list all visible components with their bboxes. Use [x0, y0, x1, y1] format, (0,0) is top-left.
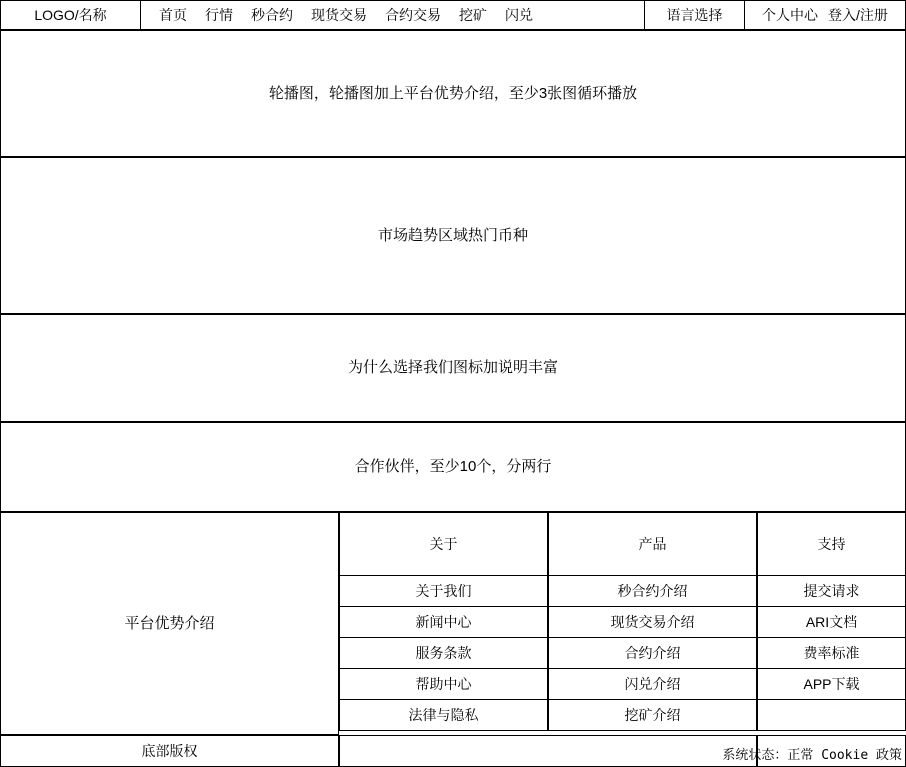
- footer-column-support-title-label: 支持: [817, 536, 846, 552]
- footer-link-mining-intro[interactable]: [548, 699, 757, 731]
- language-selector-label: 语言选择: [666, 7, 723, 23]
- language-selector[interactable]: [645, 1, 745, 29]
- main-navigation: [141, 1, 645, 29]
- footer-link-seconds-contract-intro[interactable]: [548, 575, 757, 607]
- market-trend-label: 市场趋势区域热门币种: [377, 226, 528, 244]
- footer-link-fee-standard-label: 费率标准: [803, 645, 860, 661]
- footer-link-about-us[interactable]: [339, 575, 548, 607]
- copyright-label: 底部版权: [141, 742, 198, 759]
- login-register-link[interactable]: 登入/注册: [828, 7, 888, 23]
- nav-item-home[interactable]: 首页: [159, 7, 187, 23]
- nav-item-swap[interactable]: 闪兑: [505, 7, 533, 23]
- footer-column-about-title-label: 关于: [429, 536, 458, 552]
- why-choose-us-placeholder: [0, 314, 906, 422]
- footer-link-fee-standard[interactable]: [757, 637, 906, 669]
- nav-item-seconds-contract[interactable]: 秒合约: [251, 7, 293, 23]
- footer-link-help-center[interactable]: [339, 668, 548, 700]
- footer-link-contract-intro[interactable]: [548, 637, 757, 669]
- footer-link-seconds-contract-intro-label: 秒合约介绍: [617, 583, 688, 599]
- footer-link-swap-intro-label: 闪兑介绍: [624, 676, 681, 692]
- footer-column-about-title: [339, 512, 548, 576]
- footer-link-app-download[interactable]: [757, 668, 906, 700]
- footer-link-news-center[interactable]: [339, 606, 548, 638]
- footer-link-terms-of-service[interactable]: [339, 637, 548, 669]
- nav-item-contract-trading[interactable]: 合约交易: [385, 7, 441, 23]
- market-trend-placeholder[interactable]: [0, 157, 906, 314]
- footer-column-support-title: [757, 512, 906, 576]
- nav-item-markets[interactable]: 行情: [205, 7, 233, 23]
- platform-intro-block: [0, 512, 339, 735]
- carousel-placeholder[interactable]: [0, 30, 906, 157]
- footer-link-spot-trading-intro-label: 现货交易介绍: [610, 614, 695, 630]
- logo[interactable]: [1, 1, 141, 29]
- footer-link-mining-intro-label: 挖矿介绍: [624, 707, 681, 723]
- footer-column-about: [339, 512, 548, 731]
- nav-item-mining[interactable]: 挖矿: [459, 7, 487, 23]
- footer-link-api-docs-label: ARI文档: [805, 614, 858, 630]
- system-status-label[interactable]: 系统状态：正常 Cookie 政策: [722, 748, 902, 763]
- footer-link-spot-trading-intro[interactable]: [548, 606, 757, 638]
- footer-column-product-title: [548, 512, 757, 576]
- footer-link-news-center-label: 新闻中心: [415, 614, 472, 630]
- nav-item-spot-trading[interactable]: 现货交易: [311, 7, 367, 23]
- footer-column-product: [548, 512, 757, 731]
- why-choose-us-label: 为什么选择我们图标加说明丰富: [347, 359, 558, 377]
- footer-column-product-title-label: 产品: [638, 536, 667, 552]
- carousel-placeholder-label: 轮播图，轮播图加上平台优势介绍，至少3张图循环播放: [268, 84, 638, 102]
- account-area: [745, 1, 905, 29]
- footer-link-about-us-label: 关于我们: [415, 583, 472, 599]
- footer-link-legal-privacy-label: 法律与隐私: [408, 707, 479, 723]
- copyright-block: [0, 735, 339, 767]
- platform-intro-label: 平台优势介绍: [124, 614, 215, 632]
- footer-link-legal-privacy[interactable]: [339, 699, 548, 731]
- footer-link-api-docs[interactable]: [757, 606, 906, 638]
- footer-link-app-download-label: APP下载: [803, 676, 860, 692]
- footer-link-help-center-label: 帮助中心: [415, 676, 472, 692]
- footer-link-terms-of-service-label: 服务条款: [415, 645, 472, 661]
- partners-label: 合作伙伴，至少10个，分两行: [354, 458, 552, 476]
- footer-column-support-spacer: [757, 699, 906, 731]
- bottom-bar-spacer: [339, 735, 757, 767]
- footer-column-support: [757, 512, 906, 731]
- personal-center-link[interactable]: 个人中心: [762, 7, 819, 23]
- footer-link-swap-intro[interactable]: [548, 668, 757, 700]
- footer-link-submit-request-label: 提交请求: [803, 583, 860, 599]
- footer-link-submit-request[interactable]: [757, 575, 906, 607]
- site-header: [0, 0, 906, 30]
- footer-link-contract-intro-label: 合约介绍: [624, 645, 681, 661]
- partners-placeholder: [0, 422, 906, 512]
- logo-label: LOGO/名称: [34, 7, 107, 23]
